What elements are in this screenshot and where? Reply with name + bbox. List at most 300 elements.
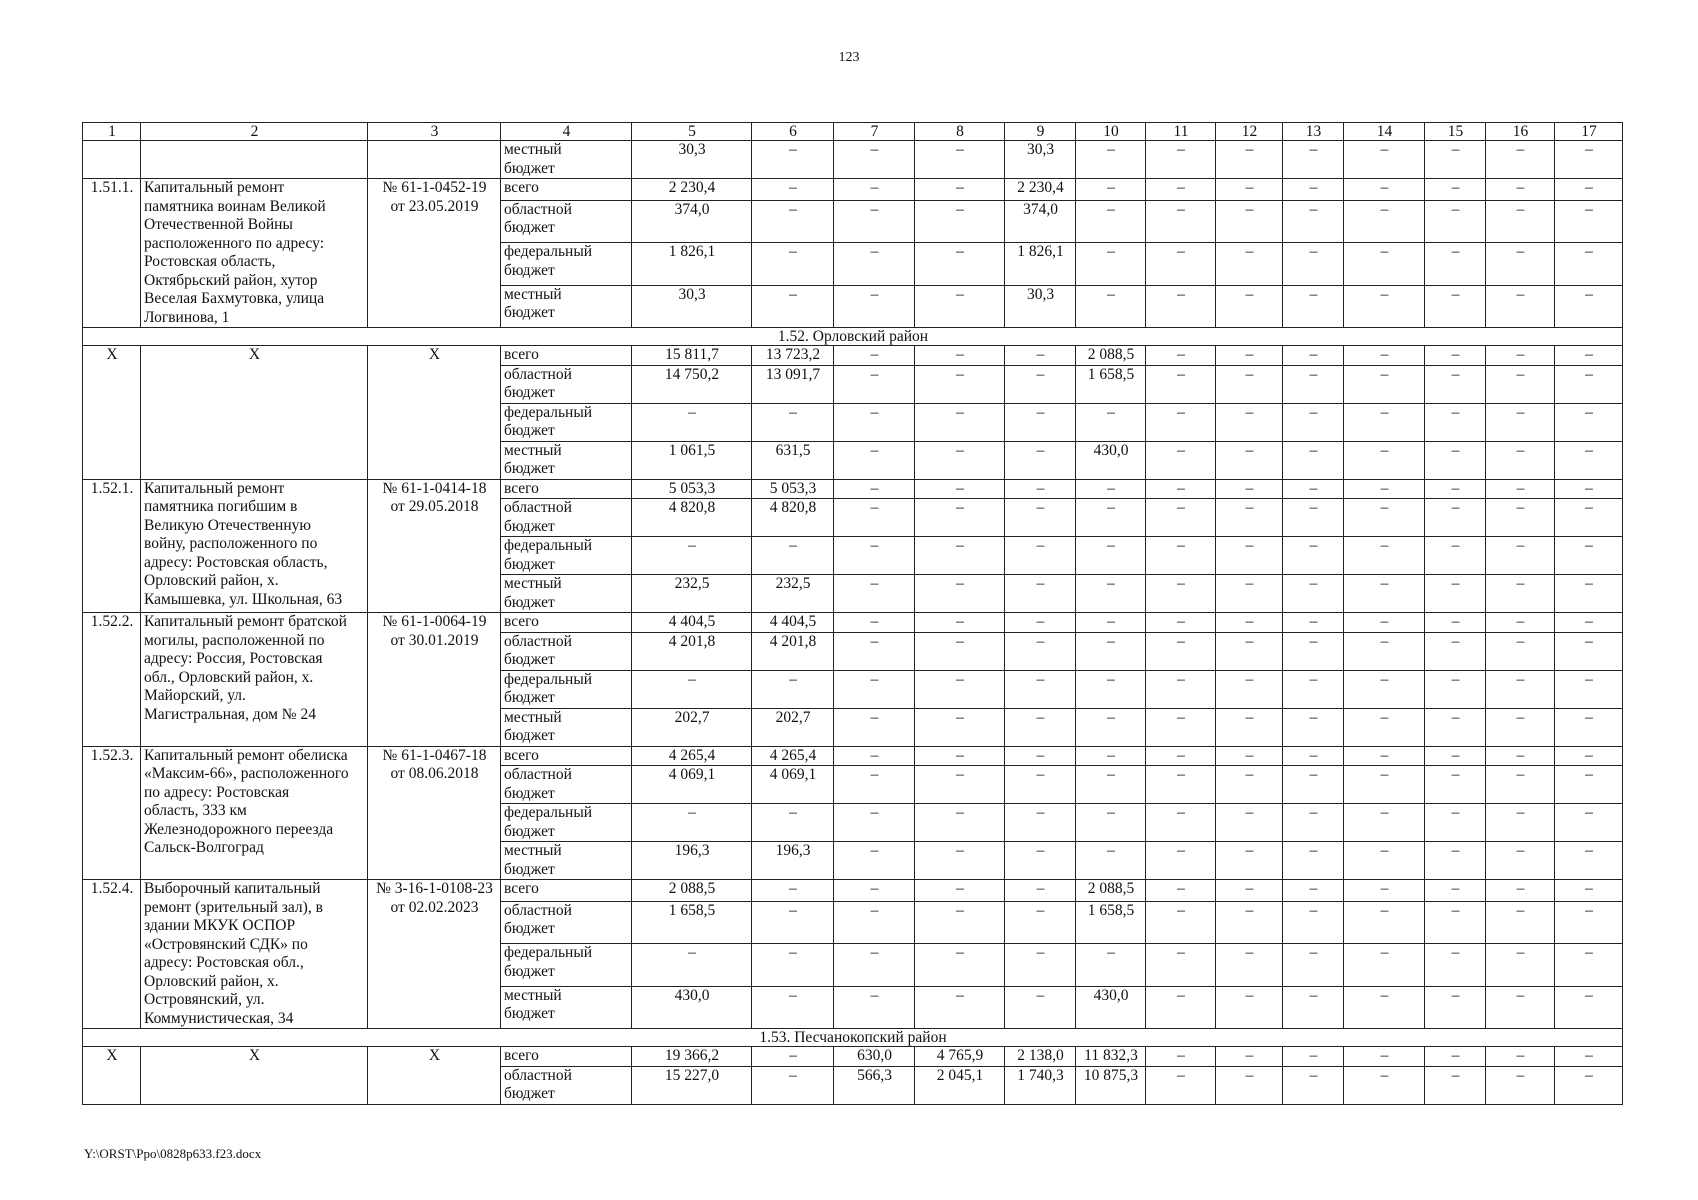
- header-row: [83, 123, 1623, 141]
- value-cell: –: [1216, 575, 1283, 613]
- value-cell: –: [1555, 901, 1623, 943]
- funding-source: областной бюджет: [501, 766, 632, 804]
- value-cell: –: [1283, 901, 1344, 943]
- value-cell: –: [1076, 632, 1146, 670]
- value-cell: –: [1283, 403, 1344, 441]
- value-cell: –: [1146, 346, 1216, 366]
- value-cell: 13 723,2: [752, 346, 834, 366]
- value-cell: 2 088,5: [1076, 880, 1146, 902]
- value-cell: –: [1344, 285, 1425, 327]
- value-cell: –: [1344, 613, 1425, 633]
- document-number: Х: [368, 1047, 501, 1105]
- value-cell: 2 088,5: [1076, 346, 1146, 366]
- object-name: Выборочный капитальный ремонт (зрительный зал), в здании МКУК ОСПОР «Островянский СДК» по адресу: Ростовская обл., Орловский район, х. Островянский, ул. Коммунистическая, 34: [141, 880, 368, 1029]
- value-cell: 1 061,5: [632, 441, 752, 479]
- value-cell: –: [1555, 200, 1623, 242]
- value-cell: –: [1486, 766, 1555, 804]
- document-number: № 61-1-0414-18 от 29.05.2018: [368, 479, 501, 613]
- value-cell: –: [1425, 632, 1486, 670]
- value-cell: –: [915, 880, 1005, 902]
- value-cell: –: [1486, 346, 1555, 366]
- table-row: [83, 141, 1623, 179]
- value-cell: –: [915, 243, 1005, 285]
- column-header: 12: [1216, 123, 1283, 141]
- value-cell: 374,0: [1005, 200, 1076, 242]
- value-cell: –: [1486, 901, 1555, 943]
- value-cell: –: [1283, 285, 1344, 327]
- value-cell: 430,0: [1076, 986, 1146, 1028]
- value-cell: –: [1425, 708, 1486, 746]
- value-cell: –: [1283, 479, 1344, 499]
- document-number: № 3-16-1-0108-23 от 02.02.2023: [368, 880, 501, 1029]
- value-cell: –: [915, 901, 1005, 943]
- value-cell: –: [1486, 365, 1555, 403]
- funding-source: местный бюджет: [501, 575, 632, 613]
- value-cell: –: [1486, 141, 1555, 179]
- value-cell: –: [1344, 179, 1425, 201]
- value-cell: –: [1146, 243, 1216, 285]
- value-cell: 232,5: [632, 575, 752, 613]
- value-cell: –: [1283, 708, 1344, 746]
- value-cell: –: [915, 479, 1005, 499]
- value-cell: 566,3: [834, 1066, 915, 1104]
- value-cell: 1 826,1: [632, 243, 752, 285]
- value-cell: –: [1555, 179, 1623, 201]
- value-cell: 4 069,1: [632, 766, 752, 804]
- column-header: 7: [834, 123, 915, 141]
- column-header: 5: [632, 123, 752, 141]
- value-cell: –: [752, 880, 834, 902]
- funding-source: всего: [501, 479, 632, 499]
- value-cell: 4 201,8: [752, 632, 834, 670]
- value-cell: –: [1555, 1047, 1623, 1067]
- value-cell: –: [1344, 1066, 1425, 1104]
- object-name: Х: [141, 1047, 368, 1105]
- value-cell: –: [1146, 499, 1216, 537]
- value-cell: 232,5: [752, 575, 834, 613]
- value-cell: –: [1146, 1066, 1216, 1104]
- value-cell: 30,3: [1005, 285, 1076, 327]
- column-header: 11: [1146, 123, 1216, 141]
- value-cell: –: [834, 575, 915, 613]
- value-cell: –: [1555, 441, 1623, 479]
- value-cell: –: [1486, 243, 1555, 285]
- value-cell: –: [1005, 632, 1076, 670]
- value-cell: –: [1344, 575, 1425, 613]
- column-header: 10: [1076, 123, 1146, 141]
- value-cell: –: [915, 537, 1005, 575]
- value-cell: –: [1283, 944, 1344, 986]
- value-cell: 4 265,4: [752, 746, 834, 766]
- row-number: Х: [83, 1047, 141, 1105]
- value-cell: –: [834, 179, 915, 201]
- value-cell: –: [1283, 613, 1344, 633]
- value-cell: –: [1216, 613, 1283, 633]
- funding-source: областной бюджет: [501, 200, 632, 242]
- value-cell: –: [1283, 179, 1344, 201]
- value-cell: –: [1425, 1066, 1486, 1104]
- value-cell: –: [915, 670, 1005, 708]
- value-cell: –: [834, 632, 915, 670]
- document-number: [368, 141, 501, 179]
- value-cell: –: [632, 804, 752, 842]
- value-cell: –: [834, 670, 915, 708]
- value-cell: –: [1076, 179, 1146, 201]
- value-cell: –: [1216, 986, 1283, 1028]
- value-cell: –: [1005, 670, 1076, 708]
- value-cell: –: [1005, 804, 1076, 842]
- value-cell: –: [1216, 285, 1283, 327]
- value-cell: –: [1076, 613, 1146, 633]
- table-row: [83, 479, 1623, 499]
- document-number: Х: [368, 346, 501, 480]
- value-cell: –: [752, 403, 834, 441]
- value-cell: –: [1216, 766, 1283, 804]
- value-cell: –: [1486, 632, 1555, 670]
- value-cell: –: [1425, 613, 1486, 633]
- value-cell: 13 091,7: [752, 365, 834, 403]
- value-cell: –: [1425, 441, 1486, 479]
- value-cell: –: [1216, 880, 1283, 902]
- value-cell: –: [1283, 499, 1344, 537]
- value-cell: –: [1216, 901, 1283, 943]
- value-cell: –: [1555, 632, 1623, 670]
- column-header: 14: [1344, 123, 1425, 141]
- row-number: Х: [83, 346, 141, 480]
- value-cell: –: [1076, 766, 1146, 804]
- value-cell: 30,3: [632, 285, 752, 327]
- value-cell: –: [1425, 1047, 1486, 1067]
- document-number: № 61-1-0452-19 от 23.05.2019: [368, 179, 501, 328]
- value-cell: –: [1344, 365, 1425, 403]
- value-cell: –: [1555, 499, 1623, 537]
- value-cell: –: [1005, 708, 1076, 746]
- value-cell: –: [1555, 403, 1623, 441]
- value-cell: –: [1425, 670, 1486, 708]
- value-cell: 4 765,9: [915, 1047, 1005, 1067]
- value-cell: –: [1344, 766, 1425, 804]
- value-cell: –: [1146, 746, 1216, 766]
- value-cell: 4 201,8: [632, 632, 752, 670]
- funding-source: местный бюджет: [501, 842, 632, 880]
- value-cell: –: [1344, 141, 1425, 179]
- funding-source: местный бюджет: [501, 986, 632, 1028]
- value-cell: –: [1216, 179, 1283, 201]
- value-cell: –: [1283, 880, 1344, 902]
- value-cell: –: [1486, 575, 1555, 613]
- value-cell: –: [1486, 804, 1555, 842]
- value-cell: –: [1555, 804, 1623, 842]
- value-cell: –: [752, 200, 834, 242]
- value-cell: –: [1425, 804, 1486, 842]
- value-cell: –: [1146, 766, 1216, 804]
- value-cell: –: [915, 499, 1005, 537]
- funding-source: федеральный бюджет: [501, 537, 632, 575]
- value-cell: 1 740,3: [1005, 1066, 1076, 1104]
- value-cell: 10 875,3: [1076, 1066, 1146, 1104]
- value-cell: –: [1076, 804, 1146, 842]
- row-number: 1.52.4.: [83, 880, 141, 1029]
- value-cell: –: [1486, 880, 1555, 902]
- value-cell: 1 658,5: [632, 901, 752, 943]
- value-cell: –: [632, 944, 752, 986]
- value-cell: –: [1344, 200, 1425, 242]
- value-cell: –: [1076, 842, 1146, 880]
- value-cell: –: [834, 708, 915, 746]
- value-cell: –: [1425, 575, 1486, 613]
- column-header: 9: [1005, 123, 1076, 141]
- value-cell: 1 826,1: [1005, 243, 1076, 285]
- value-cell: –: [1216, 1047, 1283, 1067]
- value-cell: 631,5: [752, 441, 834, 479]
- value-cell: –: [1344, 986, 1425, 1028]
- value-cell: 5 053,3: [632, 479, 752, 499]
- value-cell: –: [1344, 670, 1425, 708]
- value-cell: –: [1283, 537, 1344, 575]
- value-cell: –: [834, 365, 915, 403]
- value-cell: –: [1344, 901, 1425, 943]
- value-cell: –: [1283, 365, 1344, 403]
- value-cell: –: [834, 403, 915, 441]
- value-cell: –: [834, 441, 915, 479]
- value-cell: 374,0: [632, 200, 752, 242]
- funding-source: областной бюджет: [501, 632, 632, 670]
- budget-table: [82, 122, 1623, 1105]
- value-cell: 2 088,5: [632, 880, 752, 902]
- value-cell: –: [1283, 804, 1344, 842]
- value-cell: –: [834, 944, 915, 986]
- value-cell: –: [1344, 243, 1425, 285]
- value-cell: 4 820,8: [632, 499, 752, 537]
- value-cell: –: [1425, 944, 1486, 986]
- value-cell: –: [1555, 880, 1623, 902]
- value-cell: –: [752, 804, 834, 842]
- value-cell: –: [1146, 575, 1216, 613]
- value-cell: –: [1146, 285, 1216, 327]
- value-cell: –: [1216, 403, 1283, 441]
- document-number: № 61-1-0064-19 от 30.01.2019: [368, 613, 501, 747]
- value-cell: –: [834, 842, 915, 880]
- funding-source: областной бюджет: [501, 1066, 632, 1104]
- value-cell: –: [1344, 746, 1425, 766]
- value-cell: –: [1216, 708, 1283, 746]
- value-cell: –: [1216, 842, 1283, 880]
- value-cell: –: [1076, 403, 1146, 441]
- value-cell: –: [915, 575, 1005, 613]
- value-cell: –: [1283, 670, 1344, 708]
- value-cell: –: [1425, 200, 1486, 242]
- value-cell: –: [834, 479, 915, 499]
- value-cell: –: [1005, 441, 1076, 479]
- value-cell: 4 820,8: [752, 499, 834, 537]
- value-cell: –: [1216, 804, 1283, 842]
- value-cell: –: [915, 613, 1005, 633]
- column-header: 1: [83, 123, 141, 141]
- value-cell: –: [1216, 746, 1283, 766]
- value-cell: –: [1005, 986, 1076, 1028]
- value-cell: –: [1146, 365, 1216, 403]
- value-cell: –: [1344, 441, 1425, 479]
- value-cell: –: [1486, 613, 1555, 633]
- value-cell: 1 658,5: [1076, 901, 1146, 943]
- value-cell: –: [1005, 613, 1076, 633]
- value-cell: –: [1555, 944, 1623, 986]
- value-cell: –: [1283, 346, 1344, 366]
- value-cell: 1 658,5: [1076, 365, 1146, 403]
- value-cell: –: [1425, 346, 1486, 366]
- value-cell: –: [1555, 670, 1623, 708]
- value-cell: –: [1146, 441, 1216, 479]
- value-cell: –: [1146, 179, 1216, 201]
- value-cell: 4 069,1: [752, 766, 834, 804]
- value-cell: –: [1486, 944, 1555, 986]
- value-cell: 2 045,1: [915, 1066, 1005, 1104]
- value-cell: –: [1425, 880, 1486, 902]
- value-cell: –: [1555, 766, 1623, 804]
- value-cell: 19 366,2: [632, 1047, 752, 1067]
- value-cell: –: [1146, 1047, 1216, 1067]
- value-cell: –: [1146, 141, 1216, 179]
- object-name: Капитальный ремонт памятника погибшим в Великую Отечественную войну, расположенного по адресу: Ростовская область, Орловский район, х. Камышевка, ул. Школьная, 63: [141, 479, 368, 613]
- value-cell: –: [1486, 441, 1555, 479]
- row-number: 1.52.1.: [83, 479, 141, 613]
- section-title: 1.52. Орловский район: [83, 328, 1623, 346]
- value-cell: –: [1486, 746, 1555, 766]
- row-number: [83, 141, 141, 179]
- value-cell: –: [1425, 141, 1486, 179]
- object-name: Капитальный ремонт обелиска «Максим-66», расположенного по адресу: Ростовская область, 333 км Железнодорожного переезда Сальск-Волгоград: [141, 746, 368, 880]
- value-cell: –: [1555, 537, 1623, 575]
- funding-source: всего: [501, 179, 632, 201]
- value-cell: –: [1076, 708, 1146, 746]
- value-cell: –: [752, 141, 834, 179]
- value-cell: –: [1425, 243, 1486, 285]
- table-row: [83, 746, 1623, 766]
- value-cell: –: [1555, 1066, 1623, 1104]
- value-cell: –: [834, 804, 915, 842]
- value-cell: 15 227,0: [632, 1066, 752, 1104]
- value-cell: –: [1486, 179, 1555, 201]
- value-cell: –: [834, 766, 915, 804]
- value-cell: –: [1216, 200, 1283, 242]
- value-cell: –: [1425, 746, 1486, 766]
- object-name: Х: [141, 346, 368, 480]
- value-cell: –: [915, 141, 1005, 179]
- value-cell: –: [1146, 986, 1216, 1028]
- value-cell: –: [915, 842, 1005, 880]
- value-cell: –: [915, 632, 1005, 670]
- column-header: 6: [752, 123, 834, 141]
- section-title: 1.53. Песчанокопский район: [83, 1029, 1623, 1047]
- value-cell: –: [1555, 365, 1623, 403]
- value-cell: –: [1283, 1066, 1344, 1104]
- value-cell: 5 053,3: [752, 479, 834, 499]
- value-cell: –: [1486, 670, 1555, 708]
- value-cell: –: [1076, 285, 1146, 327]
- funding-source: местный бюджет: [501, 285, 632, 327]
- funding-source: федеральный бюджет: [501, 243, 632, 285]
- value-cell: –: [1486, 537, 1555, 575]
- value-cell: –: [1486, 285, 1555, 327]
- value-cell: –: [1486, 403, 1555, 441]
- value-cell: –: [1555, 243, 1623, 285]
- column-header: 17: [1555, 123, 1623, 141]
- value-cell: –: [1216, 632, 1283, 670]
- value-cell: –: [1076, 479, 1146, 499]
- document-number: № 61-1-0467-18 от 08.06.2018: [368, 746, 501, 880]
- value-cell: –: [1216, 479, 1283, 499]
- value-cell: –: [1425, 766, 1486, 804]
- object-name: [141, 141, 368, 179]
- table-row: [83, 1047, 1623, 1067]
- value-cell: –: [1283, 1047, 1344, 1067]
- funding-source: местный бюджет: [501, 141, 632, 179]
- value-cell: –: [1425, 403, 1486, 441]
- value-cell: –: [1425, 901, 1486, 943]
- value-cell: –: [915, 285, 1005, 327]
- value-cell: –: [1344, 479, 1425, 499]
- value-cell: –: [1555, 285, 1623, 327]
- value-cell: –: [1555, 346, 1623, 366]
- value-cell: –: [752, 1066, 834, 1104]
- value-cell: –: [1425, 499, 1486, 537]
- value-cell: –: [1344, 346, 1425, 366]
- value-cell: 11 832,3: [1076, 1047, 1146, 1067]
- value-cell: –: [1076, 746, 1146, 766]
- funding-source: всего: [501, 346, 632, 366]
- value-cell: –: [834, 746, 915, 766]
- value-cell: –: [1005, 365, 1076, 403]
- value-cell: –: [834, 346, 915, 366]
- value-cell: –: [752, 179, 834, 201]
- value-cell: –: [1283, 842, 1344, 880]
- value-cell: –: [1216, 944, 1283, 986]
- value-cell: 630,0: [834, 1047, 915, 1067]
- value-cell: –: [1344, 944, 1425, 986]
- value-cell: 4 404,5: [632, 613, 752, 633]
- value-cell: –: [1076, 499, 1146, 537]
- value-cell: –: [1076, 670, 1146, 708]
- value-cell: 196,3: [632, 842, 752, 880]
- row-number: 1.52.3.: [83, 746, 141, 880]
- funding-source: местный бюджет: [501, 441, 632, 479]
- value-cell: –: [1344, 1047, 1425, 1067]
- value-cell: –: [1425, 479, 1486, 499]
- value-cell: –: [1005, 499, 1076, 537]
- value-cell: –: [1146, 632, 1216, 670]
- value-cell: –: [1005, 842, 1076, 880]
- funding-source: всего: [501, 880, 632, 902]
- value-cell: –: [1146, 708, 1216, 746]
- object-name: Капитальный ремонт памятника воинам Великой Отечественной Войны расположенного по адресу: Ростовская область, Октябрьский район, хутор Веселая Бахмутовка, улица Логвинова, 1: [141, 179, 368, 328]
- value-cell: –: [915, 365, 1005, 403]
- value-cell: –: [1486, 708, 1555, 746]
- section-row: [83, 328, 1623, 346]
- value-cell: –: [1555, 613, 1623, 633]
- table-row: [83, 613, 1623, 633]
- value-cell: –: [1555, 708, 1623, 746]
- value-cell: –: [1486, 842, 1555, 880]
- value-cell: –: [1344, 403, 1425, 441]
- value-cell: –: [1146, 613, 1216, 633]
- section-row: [83, 1029, 1623, 1047]
- value-cell: –: [1146, 403, 1216, 441]
- value-cell: –: [915, 708, 1005, 746]
- value-cell: –: [1216, 1066, 1283, 1104]
- value-cell: 2 230,4: [632, 179, 752, 201]
- value-cell: –: [1486, 479, 1555, 499]
- row-number: 1.51.1.: [83, 179, 141, 328]
